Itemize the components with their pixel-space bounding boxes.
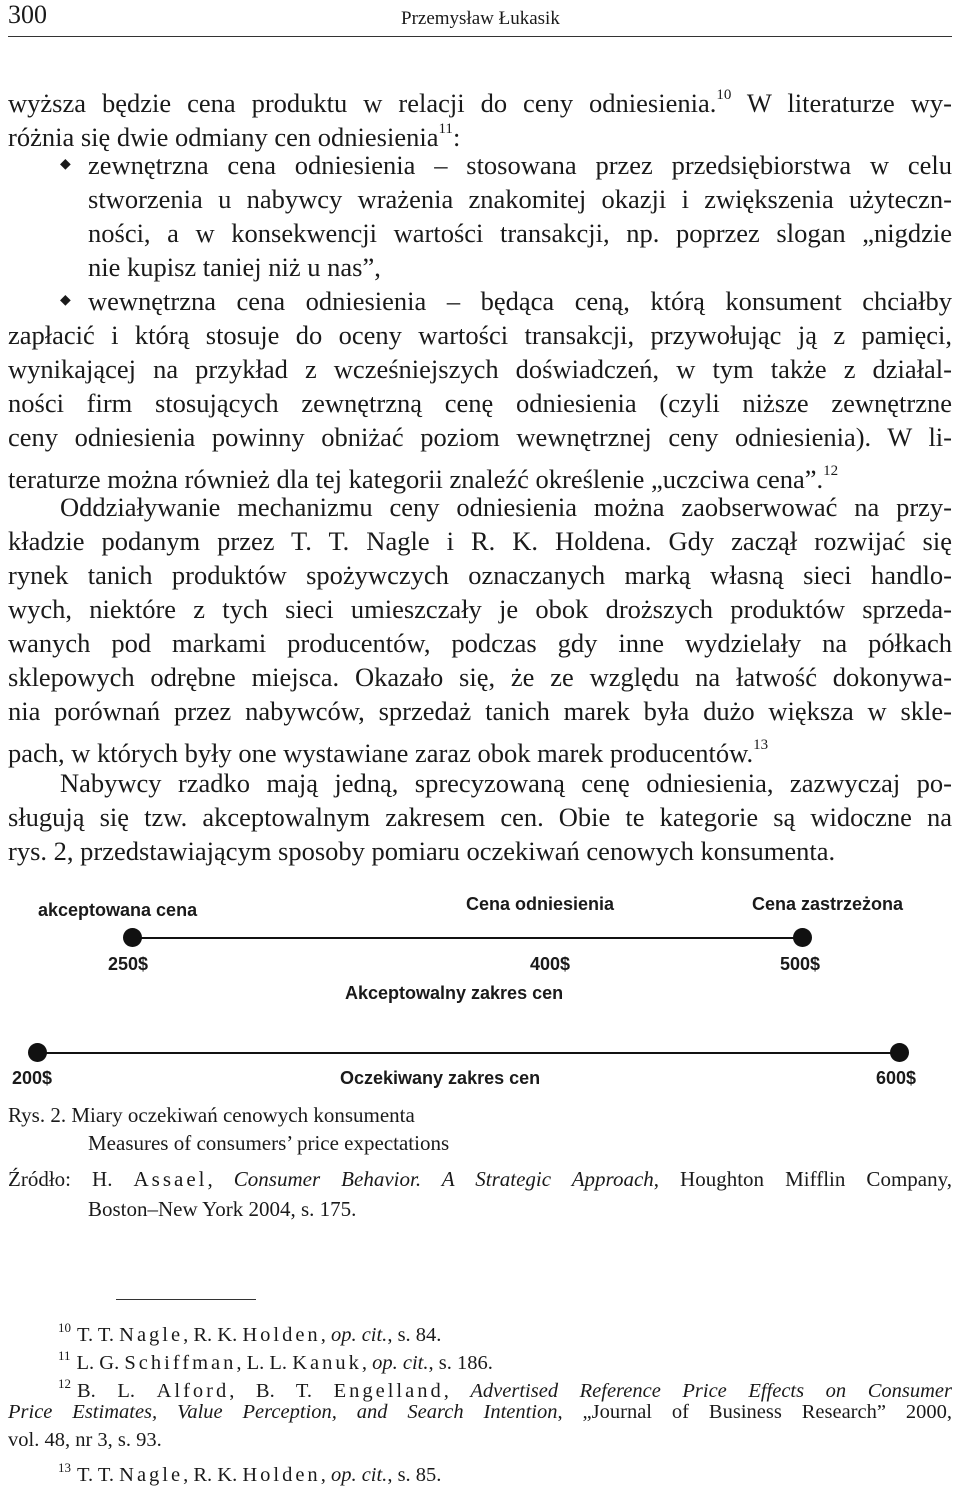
text: , R. K. bbox=[183, 1324, 238, 1346]
text: op. cit. bbox=[372, 1352, 429, 1374]
author: Holden bbox=[242, 1464, 321, 1486]
body-line: sługują się tzw. akceptowalnym zakresem cen. Obie te kategorie są widoczne na bbox=[8, 802, 952, 832]
body-line: sklepowych odrębne miejsca. Okazało się, że ze względu na łatwość dokonywa- bbox=[8, 662, 952, 692]
footnote-rule bbox=[116, 1299, 256, 1300]
tick-400: 400$ bbox=[530, 954, 571, 974]
text: teraturze można również dla tej kategorii znaleźć określenie „uczciwa cena”. bbox=[8, 464, 824, 494]
header-rule bbox=[8, 36, 952, 37]
bullet-line: nie kupisz taniej niż u nas”, bbox=[88, 252, 381, 282]
footnote-number: 10 bbox=[58, 1320, 71, 1335]
text: , s. 84. bbox=[387, 1324, 442, 1346]
footnote-12-line2 bbox=[8, 1398, 952, 1426]
bullet-line: stworzenia u nabywcy wrażenia znakomitej okazji i zwiększenia użyteczn- bbox=[88, 184, 952, 214]
page-number: 300 bbox=[8, 0, 47, 29]
bullet-line: ności, a w konsekwencji wartości transakcji, np. poprzez slogan „nigdzie bbox=[88, 218, 952, 248]
tick-500: 500$ bbox=[780, 954, 821, 974]
footnote-11: $^{11}$ L. G. Schiffman, L. L. Kanuk, op. cit., s. 186. bbox=[58, 1348, 493, 1374]
running-head-author: Przemysław Łukasik bbox=[401, 8, 560, 29]
author: Schiffman bbox=[124, 1352, 237, 1374]
label-accepted-price: akceptowana cena bbox=[38, 900, 198, 920]
expected-range-line bbox=[38, 1052, 900, 1054]
footnote-ref-10[interactable]: 10 bbox=[716, 87, 732, 103]
author: Nagle bbox=[119, 1464, 184, 1486]
marker-500 bbox=[793, 928, 812, 947]
text: , B. T. bbox=[229, 1380, 313, 1402]
body-line: wanych pod markami producentów, podczas gdy inne wydzielały na półkach bbox=[8, 628, 952, 658]
text: : bbox=[452, 122, 461, 152]
footnote-number: 13 bbox=[58, 1460, 71, 1475]
bullet-line: zewnętrzna cena odniesienia – stosowana przez przedsiębiorstwa w celu bbox=[88, 150, 952, 180]
body-line bbox=[8, 454, 952, 494]
text: , L. L. bbox=[236, 1352, 288, 1374]
tick-250: 250$ bbox=[108, 954, 149, 974]
caption-label: Rys. 2. bbox=[8, 1103, 67, 1127]
figure-source-line2: Boston–New York 2004, s. 175. bbox=[88, 1197, 357, 1221]
label-reference-price: Cena odniesienia bbox=[466, 894, 615, 914]
caption-title: Miary oczekiwań cenowych konsumenta bbox=[71, 1103, 415, 1127]
tick-200: 200$ bbox=[12, 1068, 53, 1088]
article-title: Advertised Reference Price Effects on Consumer bbox=[470, 1380, 953, 1402]
footnote-13: $^{13}$ T. T. Nagle, R. K. Holden, op. cit., s. 85. bbox=[58, 1460, 442, 1486]
bullet-line: wewnętrzna cena odniesienia – będąca ceną, którą konsument chciałby bbox=[88, 286, 952, 316]
marker-600 bbox=[890, 1043, 909, 1062]
author: Engelland bbox=[333, 1380, 444, 1402]
acceptable-range-label: Akceptowalny zakres cen bbox=[345, 983, 564, 1003]
body-line bbox=[8, 728, 952, 768]
diamond-bullet-icon: ◆ bbox=[60, 293, 71, 308]
text: wyższa będzie cena produktu w relacji do ceny odniesienia. bbox=[8, 88, 717, 118]
footnote-10: $^{10}$ T. T. Nagle, R. K. Holden, op. cit., s. 84. bbox=[58, 1320, 442, 1346]
figure-source: Źródło: H. Assael, Consumer Behavior. A Strategic Approach, Houghton Mifflin Company, bbox=[8, 1167, 952, 1191]
author: Nagle bbox=[119, 1324, 184, 1346]
footnote-number: 11 bbox=[58, 1348, 71, 1363]
label-reservation-price: Cena zastrzeżona bbox=[752, 894, 904, 914]
marker-200 bbox=[28, 1043, 47, 1062]
text: Źródło: H. bbox=[8, 1167, 113, 1191]
article-title: Price Estimates, Value Perception, and Search Intention bbox=[8, 1401, 558, 1423]
text: B. L. bbox=[77, 1380, 136, 1402]
expected-range-label: Oczekiwany zakres cen bbox=[340, 1068, 541, 1088]
footnote-ref-13[interactable]: 13 bbox=[753, 737, 769, 753]
acceptable-range-line bbox=[132, 937, 802, 939]
body-line: kładzie podanym przez T. T. Nagle i R. K. Holdena. Gdy zaczął rozwijać się bbox=[8, 526, 952, 556]
figure-caption-pl bbox=[8, 1101, 415, 1129]
footnote-12-line3: vol. 48, nr 3, s. 93. bbox=[8, 1429, 162, 1451]
figure-caption-en: Measures of consumers’ price expectations bbox=[88, 1131, 450, 1155]
body-line: ceny odniesienia powinny obniżać poziom wewnętrznej ceny odniesienia). W li- bbox=[8, 422, 952, 452]
text: op. cit. bbox=[330, 1324, 388, 1346]
body-line bbox=[8, 112, 952, 152]
author: Assael bbox=[133, 1167, 208, 1191]
text: T. T. bbox=[77, 1324, 115, 1346]
body-line bbox=[8, 78, 952, 118]
diamond-bullet-icon: ◆ bbox=[60, 157, 71, 172]
footnote-number: 12 bbox=[58, 1376, 71, 1391]
text: op. cit. bbox=[330, 1464, 388, 1486]
author: Holden bbox=[242, 1324, 321, 1346]
text: , „Journal of Business Research” 2000, bbox=[557, 1401, 952, 1423]
marker-250 bbox=[123, 928, 142, 947]
text: , Houghton Mifflin Company, bbox=[653, 1167, 952, 1191]
tick-600: 600$ bbox=[876, 1068, 917, 1088]
body-line: zapłacić i którą stosuje do oceny wartości transakcji, przywołując ją z pamięci, bbox=[8, 320, 952, 350]
text: pach, w których były one wystawiane zaraz obok marek producentów. bbox=[8, 738, 754, 768]
text: L. G. bbox=[76, 1352, 120, 1374]
book-title: Consumer Behavior. A Strategic Approach bbox=[233, 1167, 654, 1191]
text: W literaturze wy- bbox=[746, 88, 952, 118]
body-line: rynek tanich produktów spożywczych oznaczanych marką własną sieci handlo- bbox=[8, 560, 952, 590]
text: różnia się dwie odmiany cen odniesienia bbox=[8, 122, 439, 152]
body-line: Nabywcy rzadko mają jedną, sprecyzowaną cenę odniesienia, zazwyczaj po- bbox=[60, 768, 952, 798]
footnote-ref-12[interactable]: 12 bbox=[823, 463, 839, 479]
footnote-12: $^{12}$ B. L. Alford, B. T. Engelland, Advertised Reference Price Effects on Consumer bbox=[58, 1376, 953, 1402]
author: Kanuk bbox=[292, 1352, 362, 1374]
author: Alford bbox=[156, 1380, 230, 1402]
body-line: ności firm stosujących zewnętrzną cenę odniesienia (czyli niższe zewnętrzne bbox=[8, 388, 952, 418]
text: , s. 186. bbox=[428, 1352, 493, 1374]
body-line: Oddziaływanie mechanizmu ceny odniesienia można zaobserwować na przy- bbox=[60, 492, 952, 522]
body-line: wynikającej na przykład z wcześniejszych doświadczeń, w tym także z działal- bbox=[8, 354, 952, 384]
text: , s. 85. bbox=[387, 1464, 442, 1486]
text: T. T. bbox=[77, 1464, 115, 1486]
body-line: rys. 2, przedstawiającym sposoby pomiaru oczekiwań cenowych konsumenta. bbox=[8, 836, 836, 866]
text: , R. K. bbox=[183, 1464, 238, 1486]
footnote-ref-11[interactable]: 11 bbox=[438, 121, 453, 137]
body-line: nia porównań przez nabywców, sprzedaż tanich marek była dużo większa w skle- bbox=[8, 696, 952, 726]
body-line: wych, niektóre z tych sieci umieszczały je obok droższych produktów sprzeda- bbox=[8, 594, 952, 624]
